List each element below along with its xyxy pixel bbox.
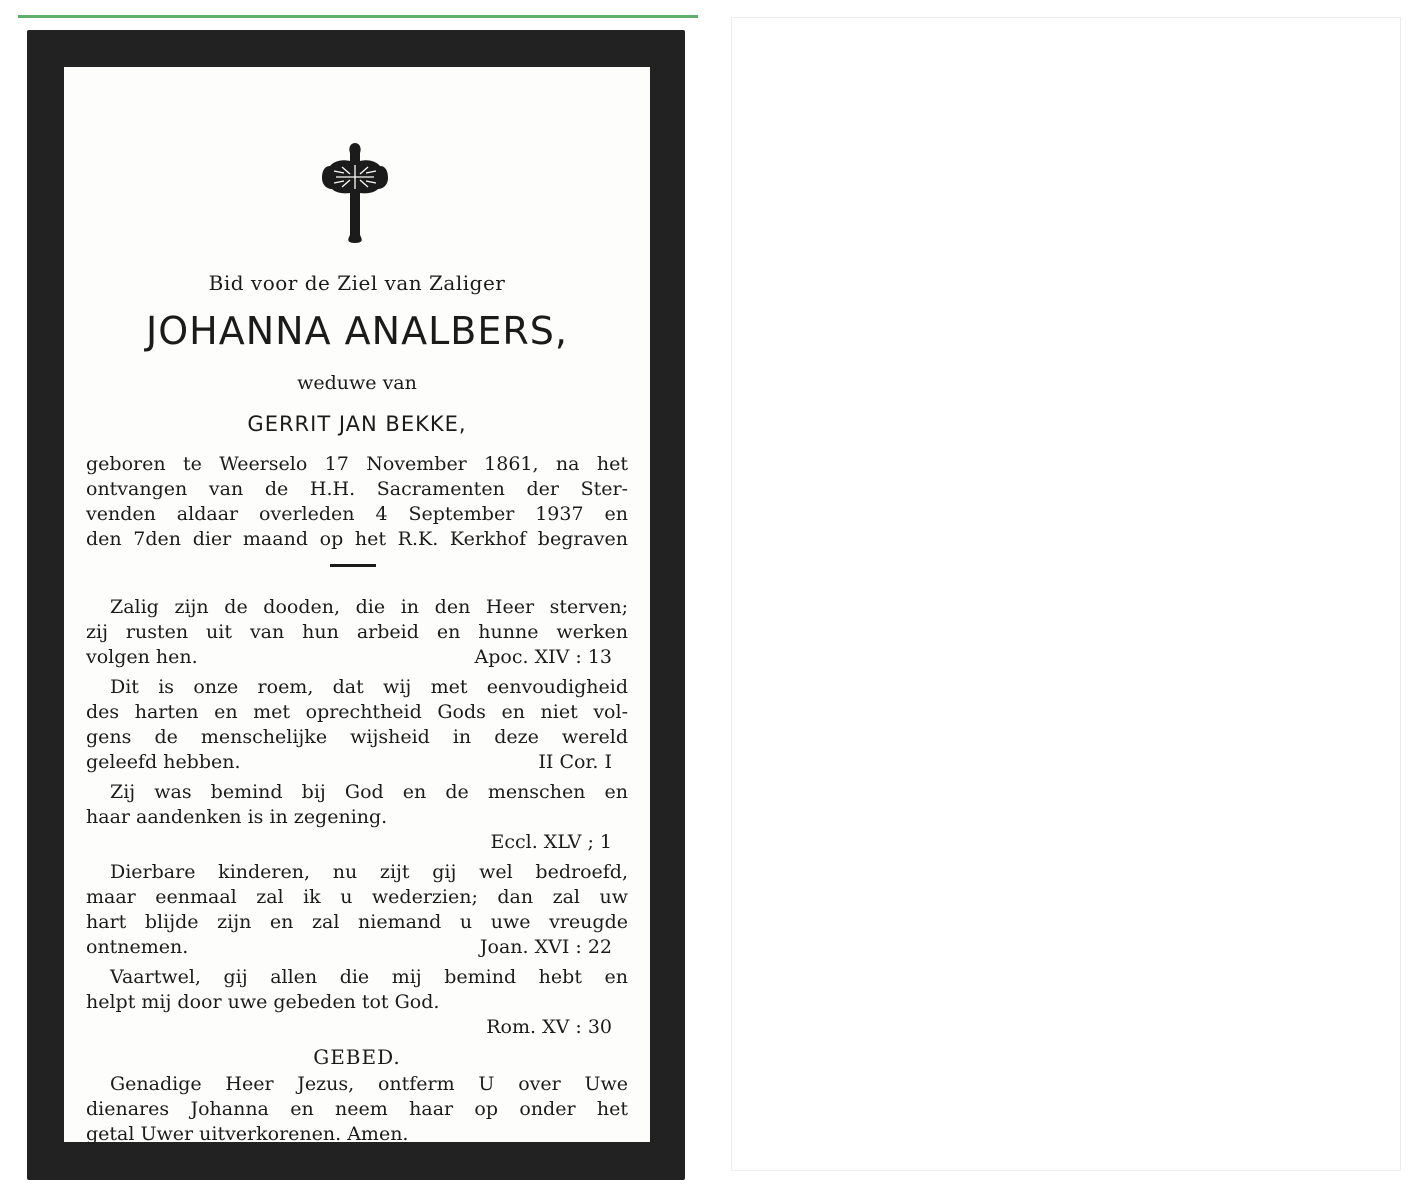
prayer-line: Genadige Heer Jezus, ontferm U over Uwe [110, 1073, 628, 1095]
divider [330, 564, 376, 567]
verse-line: hart blijde zijn en zal niemand u uwe vreugde [86, 911, 628, 933]
bio-line: ontvangen van de H.H. Sacramenten der Ster- [86, 478, 628, 500]
verse-line: Dit is onze roem, dat wij met eenvoudigheid [110, 676, 628, 698]
memorial-card-back [731, 17, 1401, 1171]
memorial-card-front [27, 30, 685, 1180]
verse-line: Zalig zijn de dooden, die in den Heer sterven; [110, 596, 628, 618]
prayer [86, 1072, 628, 1147]
prayer-line: getal Uwer uitverkorenen. Amen. [86, 1123, 409, 1145]
scan-edge [18, 15, 698, 18]
verse-line-with-ref [86, 750, 628, 775]
bio-line: geboren te Weerselo 17 November 1861, na het [86, 453, 628, 475]
verse-line: Dierbare kinderen, nu zijt gij wel bedroefd, [110, 861, 628, 883]
verse-line: Zij was bemind bij God en de menschen en [110, 781, 628, 803]
card-paper [64, 67, 650, 1145]
bio-line: den 7den dier maand op het R.K. Kerkhof begraven [86, 528, 628, 550]
verse-reference: II Cor. I [538, 751, 612, 773]
verse-line: geleefd hebben. [86, 751, 241, 773]
verse-line-with-ref [86, 645, 628, 670]
verse-line: ontnemen. [86, 936, 189, 958]
biography [86, 452, 628, 552]
deceased-name: JOHANNA ANALBERS, [146, 309, 568, 353]
intro-line: Bid voor de Ziel van Zaliger [208, 271, 506, 295]
verse-line: des harten en met oprechtheid Gods en niet vol- [86, 701, 628, 723]
verse-corinthians [86, 675, 628, 775]
verse-line: zij rusten uit van hun arbeid en hunne werken [86, 621, 628, 643]
verse-reference: Joan. XVI : 22 [479, 936, 612, 958]
verse-line-with-ref [86, 935, 628, 960]
verse-apocalypse [86, 595, 628, 670]
verse-line: volgen hen. [86, 646, 198, 668]
bio-line: venden aldaar overleden 4 September 1937 en [86, 503, 628, 525]
verse-line: maar eenmaal zal ik u wederzien; dan zal uw [86, 886, 628, 908]
verse-reference: Eccl. XLV ; 1 [490, 831, 612, 853]
verse-reference: Rom. XV : 30 [486, 1016, 612, 1038]
verse-line: gens de menschelijke wijsheid in deze wereld [86, 726, 628, 748]
husband-name: GERRIT JAN BEKKE, [247, 412, 467, 436]
verse-ecclesiasticus [86, 780, 628, 855]
verse-line: helpt mij door uwe gebeden tot God. [86, 991, 440, 1013]
verse-john [86, 860, 628, 960]
verse-reference: Apoc. XIV : 13 [474, 646, 612, 668]
widow-of-line: weduwe van [297, 372, 417, 394]
prayer-title: GEBED. [313, 1045, 401, 1069]
cross-icon [320, 139, 390, 247]
verse-romans [86, 965, 628, 1040]
verse-line: Vaartwel, gij allen die mij bemind hebt en [110, 966, 628, 988]
prayer-line: dienares Johanna en neem haar op onder het [86, 1098, 628, 1120]
verse-line: haar aandenken is in zegening. [86, 806, 388, 828]
